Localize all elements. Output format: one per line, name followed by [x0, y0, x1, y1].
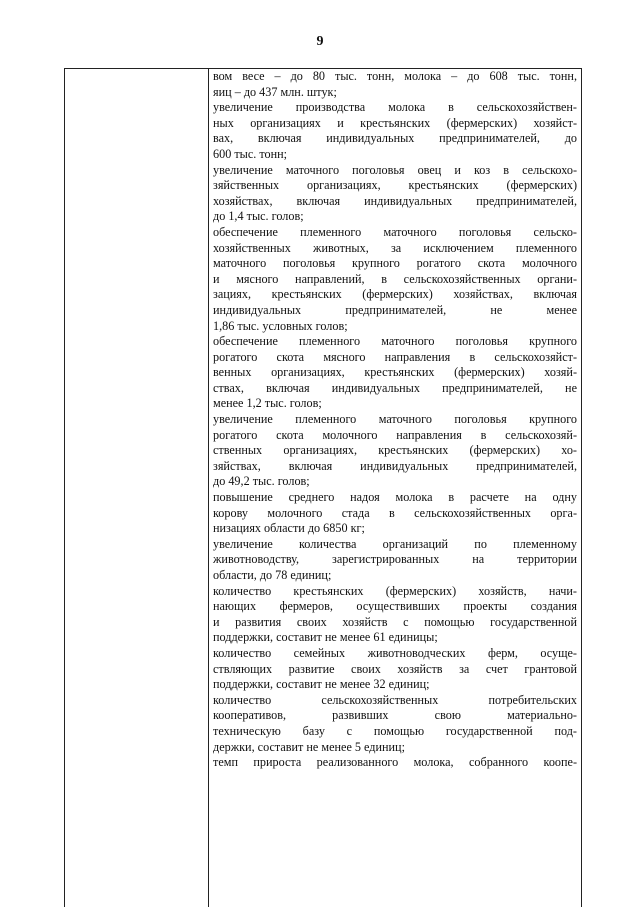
text-line: маточного поголовья крупного рогатого скота молочного — [213, 256, 577, 271]
text-line: ных организациях и крестьянских (фермерских) хозяйст- — [213, 115, 577, 130]
text-line: низациях области до 6850 кг; — [213, 521, 365, 536]
text-line: хозяйствах, включая индивидуальных предпринимателей, — [213, 193, 577, 208]
text-line: и развития своих хозяйств с помощью государственной — [213, 614, 577, 629]
text-line: яиц – до 437 млн. штук; — [213, 84, 337, 99]
text-line: техническую базу с помощью государственной под- — [213, 723, 577, 738]
text-line: количество крестьянских (фермерских) хозяйств, начи- — [213, 583, 577, 598]
text-line: венных организациях, крестьянских (фермерских) хозяй- — [213, 365, 577, 380]
paragraph — [213, 225, 577, 334]
document-table — [64, 68, 582, 907]
text-line: поддержки, составит не менее 32 единиц; — [213, 677, 430, 692]
table-right-column — [213, 69, 577, 771]
text-line: менее 1,2 тыс. голов; — [213, 396, 322, 411]
text-line: зациях, крестьянских (фермерских) хозяйствах, включая — [213, 287, 577, 302]
text-line: количество сельскохозяйственных потребительских — [213, 692, 577, 707]
text-line: рогатого скота мясного направления в сельскохозяйст- — [213, 349, 577, 364]
text-line: 1,86 тыс. условных голов; — [213, 318, 348, 333]
text-line: индивидуальных предпринимателей, не менее — [213, 302, 577, 317]
text-line: увеличение количества организаций по племенному — [213, 536, 577, 551]
text-line: обеспечение племенного маточного поголовья крупного — [213, 334, 577, 349]
text-line: нающих фермеров, осуществивших проекты создания — [213, 599, 577, 614]
text-line: до 49,2 тыс. голов; — [213, 474, 310, 489]
text-line: 600 тыс. тонн; — [213, 146, 288, 161]
paragraph — [213, 100, 577, 162]
table-left-column — [65, 69, 209, 907]
text-line: животноводству, зарегистрированных на территории — [213, 552, 577, 567]
text-line: до 1,4 тыс. голов; — [213, 209, 304, 224]
text-line: кооперативов, развивших свою материально- — [213, 708, 577, 723]
paragraph — [213, 334, 577, 412]
text-line: держки, составит не менее 5 единиц; — [213, 739, 405, 754]
text-line: обеспечение племенного маточного поголовья сельско- — [213, 224, 577, 239]
paragraph — [213, 646, 577, 693]
text-line: увеличение производства молока в сельскохозяйствен- — [213, 100, 577, 115]
paragraph — [213, 693, 577, 755]
text-line: повышение среднего надоя молока в расчете на одну — [213, 490, 577, 505]
text-line: рогатого скота молочного направления в сельскохозяй- — [213, 427, 577, 442]
paragraph — [213, 69, 577, 100]
text-line: темп прироста реализованного молока, собранного коопе- — [213, 755, 577, 770]
text-line: поддержки, составит не менее 61 единицы; — [213, 630, 438, 645]
text-line: вом весе – до 80 тыс. тонн, молока – до 608 тыс. тонн, — [213, 69, 577, 83]
text-line: количество семейных животноводческих ферм, осуще- — [213, 645, 577, 660]
paragraph — [213, 755, 577, 771]
text-line: корову молочного стада в сельскохозяйственных орга- — [213, 505, 577, 520]
paragraph — [213, 163, 577, 225]
paragraph — [213, 537, 577, 584]
paragraph — [213, 490, 577, 537]
text-line: вах, включая индивидуальных предпринимателей, до — [213, 131, 577, 146]
text-line: зяйственных организациях, крестьянских (фермерских) — [213, 178, 577, 193]
text-line: ствляющих развитие своих хозяйств за счет грантовой — [213, 661, 577, 676]
text-line: области, до 78 единиц; — [213, 568, 332, 582]
text-line: ственных организациях, крестьянских (фермерских) хо- — [213, 443, 577, 458]
text-line: и мясного направлений, в сельскохозяйственных органи- — [213, 271, 577, 286]
text-line: увеличение маточного поголовья овец и коз в сельскохо- — [213, 162, 577, 177]
text-line: хозяйственных животных, за исключением племенного — [213, 240, 577, 255]
page-number: 9 — [316, 34, 324, 49]
paragraph — [213, 412, 577, 490]
text-line: увеличение племенного маточного поголовья крупного — [213, 412, 577, 427]
text-line: зяйствах, включая индивидуальных предпринимателей, — [213, 458, 577, 473]
paragraph — [213, 584, 577, 646]
text-line: ствах, включая индивидуальных предпринимателей, не — [213, 380, 577, 395]
